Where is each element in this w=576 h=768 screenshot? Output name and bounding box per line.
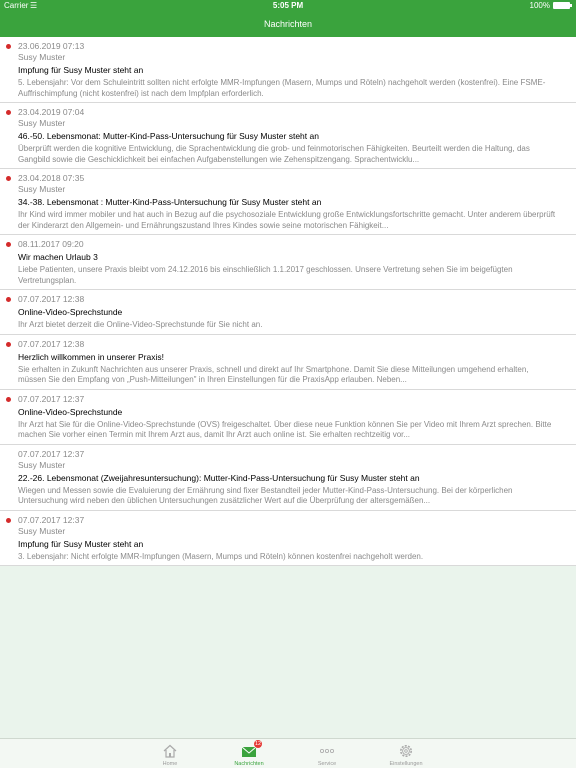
message-preview: Sie erhalten in Zukunft Nachrichten aus unserer Praxis, schnell und direkt auf Ihr Smartphone. Damit Sie diese Mitteilungen umgehend erhalten, müssen Sie den Empfang von „Push-Mitteilungen" in Ihren Einstellungen für die PraxisApp erlauben. Neben... [18, 364, 529, 384]
unread-dot-icon [6, 342, 11, 347]
message-item[interactable] [0, 390, 576, 445]
battery-icon [553, 2, 570, 9]
message-date: 07.07.2017 12:37 [18, 393, 85, 404]
tab-einstellungen-label: Einstellungen [389, 761, 423, 767]
message-item[interactable] [0, 103, 576, 169]
tab-nachrichten-label: Nachrichten [234, 761, 264, 767]
message-subject: Online-Video-Sprechstunde [18, 406, 123, 417]
message-preview: Ihr Arzt bietet derzeit die Online-Video-Sprechstunde für Sie nicht an. [18, 320, 263, 329]
message-date: 07.07.2017 12:38 [18, 338, 85, 349]
gear-icon [398, 743, 414, 759]
unread-dot-icon [6, 176, 11, 181]
message-subject: Herzlich willkommen in unserer Praxis! [18, 351, 164, 362]
page-title: Nachrichten [263, 19, 313, 29]
unread-dot-icon [6, 518, 11, 523]
carrier-label: Carrier [4, 1, 29, 10]
message-patient: Susy Muster [18, 118, 66, 128]
tab-nachrichten[interactable] [209, 739, 289, 768]
tab-home-label: Home [162, 761, 178, 767]
unread-dot-icon [6, 242, 11, 247]
message-preview: Ihr Kind wird immer mobiler und hat auch in Bezug auf die psychosoziale Entwicklung große Entwicklungsfortschritte gemacht. Unter anderem überprüft der Kinderarzt den Allgemein- und Ernährungszustand Ihres Kindes sowie seine motorischen Fähigkeit... [18, 210, 556, 230]
message-date: 23.06.2019 07:13 [18, 41, 85, 51]
message-item[interactable] [0, 335, 576, 390]
message-subject: 22.-26. Lebensmonat (Zweijahresuntersuchung): Mutter-Kind-Pass-Untersuchung für Susy Muster steht an [18, 472, 420, 483]
message-item[interactable] [0, 37, 576, 103]
unread-dot-icon [6, 297, 11, 302]
message-item[interactable] [0, 511, 576, 567]
wifi-icon: ☰ [30, 1, 38, 10]
tab-einstellungen[interactable] [366, 739, 446, 768]
message-subject: Online-Video-Sprechstunde [18, 307, 123, 317]
message-subject: 46.-50. Lebensmonat: Mutter-Kind-Pass-Untersuchung für Susy Muster steht an [18, 131, 319, 141]
message-date: 08.11.2017 09:20 [18, 239, 84, 249]
unread-dot-icon [6, 397, 11, 402]
message-subject: 34.-38. Lebensmonat : Mutter-Kind-Pass-Untersuchung für Susy Muster steht an [18, 197, 322, 207]
message-subject: Impfung für Susy Muster steht an [18, 538, 144, 549]
message-preview: Wiegen und Messen sowie die Evaluierung der Ernährung sind fixer Bestandteil jeder Mutter-Kind-Pass-Untersuchung. Bei der körperlichen Untersuchung wird neben den üblichen Untersuchungen zusätzlicher Wert auf die Überprüfung der altersgemäßen... [18, 485, 513, 505]
tab-service[interactable] [287, 739, 367, 768]
nav-bar [0, 12, 576, 37]
message-date: 07.07.2017 12:37 [18, 514, 85, 525]
status-bar [0, 0, 576, 12]
message-preview: Ihr Arzt hat Sie für die Online-Video-Sprechstunde (OVS) freigeschaltet. Über diese neue Funktion können Sie per Video mit Ihrem Arzt sprechen. Bitte machen Sie vorher einen Termin mit Ihrem Arzt aus, damit Ihr Arzt auch online ist. Sie erhalten rechtzeitig vor... [18, 419, 552, 439]
ellipsis-icon [319, 743, 335, 759]
message-preview: Liebe Patienten, unsere Praxis bleibt vom 24.12.2016 bis einschließlich 1.1.2017 geschlossen. Unsere Vertretung sehen Sie im beigefügten Vertretungsplan. [18, 265, 513, 285]
message-subject: Impfung für Susy Muster steht an [18, 65, 144, 75]
message-item[interactable] [0, 290, 576, 335]
unread-dot-icon [6, 110, 11, 115]
message-item[interactable] [0, 235, 576, 290]
message-date: 23.04.2019 07:04 [18, 107, 85, 117]
message-preview: 3. Lebensjahr: Nicht erfolgte MMR-Impfungen (Masern, Mumps und Röteln) können kostenfrei nachgeholt werden. [18, 551, 424, 561]
message-preview: Überprüft werden die kognitive Entwicklung, die Sprachentwicklung die grob- und feinmotorischen Fähigkeiten. Beurteilt werden die Haltung, das Gangbild sowie die Geschicklichkeit bei einfachen Aufgabenstellungen wie Zehenspitzengang. Sprachentwicklu... [18, 144, 530, 164]
unread-count-badge: 12 [255, 741, 262, 747]
message-patient: Susy Muster [18, 52, 66, 62]
battery-percentage: 100% [529, 1, 550, 10]
message-date: 23.04.2018 07:35 [18, 173, 85, 183]
message-list[interactable] [0, 37, 576, 566]
message-item[interactable] [0, 169, 576, 235]
home-icon [162, 743, 178, 759]
message-subject: Wir machen Urlaub 3 [18, 252, 98, 262]
message-patient: Susy Muster [18, 525, 66, 536]
message-patient: Susy Muster [18, 459, 66, 470]
status-time: 5:05 PM [272, 1, 304, 10]
message-date: 07.07.2017 12:38 [18, 294, 85, 304]
message-patient: Susy Muster [18, 184, 66, 194]
unread-dot-icon [6, 44, 11, 49]
message-preview: 5. Lebensjahr: Vor dem Schuleintritt sollten nicht erfolgte MMR-Impfungen (Masern, Mumps und Röteln) nachgeholt werden (kostenfrei). Eine FSME-Auffrischimpfung (nicht kostenfrei) ist nach dem Impfplan erforderlich. [18, 78, 546, 98]
tab-bar [0, 738, 576, 768]
tab-service-label: Service [317, 761, 337, 767]
tab-home[interactable] [130, 739, 210, 768]
message-item[interactable] [0, 445, 576, 511]
message-date: 07.07.2017 12:37 [18, 448, 85, 459]
